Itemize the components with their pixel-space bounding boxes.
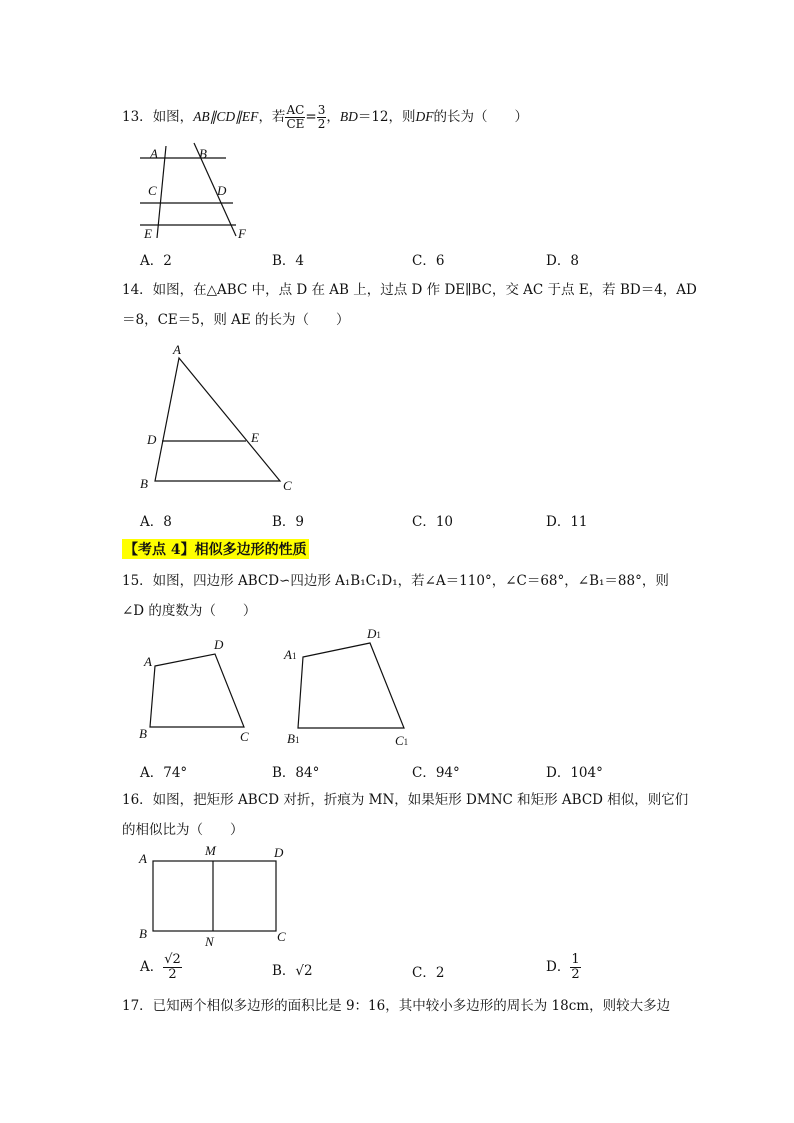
q16-label-m: M bbox=[205, 843, 216, 858]
q13-option-c: C．6 bbox=[412, 253, 445, 269]
q14-option-b: B．9 bbox=[272, 514, 305, 530]
q13-label-d: D bbox=[217, 183, 227, 198]
q15-stem-line1: 15．如图，四边形 ABCD∽四边形 A₁B₁C₁D₁，若∠A＝110°，∠C＝68°，∠B₁＝88°，则 bbox=[122, 573, 669, 589]
q14-option-d: D．11 bbox=[546, 514, 588, 530]
section-heading-4: 【考点 4】相似多边形的性质 bbox=[122, 539, 309, 559]
q16-stem-line2: 的相似比为（ ） bbox=[122, 822, 244, 838]
q16-label-b: B bbox=[139, 926, 147, 941]
q14-option-c: C．10 bbox=[412, 514, 454, 530]
q14-label-c: C bbox=[283, 478, 292, 493]
q13-label-a: A bbox=[150, 146, 158, 161]
q15-option-c: C．94° bbox=[412, 765, 460, 781]
q16-option-b: B．√2 bbox=[272, 963, 313, 979]
q16-option-c: C．2 bbox=[412, 965, 445, 981]
q16-label-a: A bbox=[139, 851, 147, 866]
q13-ratio-fraction: $\frac{AC}{CE}$ bbox=[286, 103, 305, 131]
q16-label-d: D bbox=[274, 845, 284, 860]
q16-label-c: C bbox=[277, 929, 286, 944]
q15-label-c1: C1 bbox=[395, 733, 409, 748]
q15-label-b: B bbox=[139, 726, 147, 741]
q13-option-d: D．8 bbox=[546, 253, 579, 269]
q13-option-b: B．4 bbox=[272, 253, 305, 269]
q16-option-a: A． $\frac{√2}{2}$ bbox=[140, 952, 181, 982]
q13-stem: 13．如图，AB∥CD∥EF，若 $\frac{AC}{CE}$ = $\frac{3}{2}$ ，BD＝12，则DF的长为（ ） bbox=[122, 103, 529, 131]
q13-option-a: A．2 bbox=[140, 253, 172, 269]
q15-label-b1: B1 bbox=[287, 731, 300, 746]
q13-value-fraction: $\frac{3}{2}$ bbox=[317, 103, 326, 131]
q15-label-d1: D1 bbox=[367, 626, 381, 641]
q15-option-d: D．104° bbox=[546, 765, 603, 781]
q14-option-a: A．8 bbox=[140, 514, 172, 530]
q16-option-d: D． $\frac{1}{2}$ bbox=[546, 952, 580, 982]
q16-stem-line1: 16．如图，把矩形 ABCD 对折，折痕为 MN，如果矩形 DMNC 和矩形 ABCD 相似，则它们 bbox=[122, 792, 689, 808]
q15-label-a: A bbox=[144, 654, 152, 669]
q14-label-e: E bbox=[251, 430, 259, 445]
q15-option-b: B．84° bbox=[272, 765, 320, 781]
q15-stem-line2: ∠D 的度数为（ ） bbox=[122, 603, 257, 619]
q13-label-e: E bbox=[144, 226, 152, 241]
q13-label-f: F bbox=[238, 226, 246, 241]
q15-option-a: A．74° bbox=[140, 765, 188, 781]
q15-label-d: D bbox=[214, 637, 224, 652]
q16-label-n: N bbox=[205, 934, 214, 949]
q13-label-c: C bbox=[148, 183, 157, 198]
q15-label-c: C bbox=[240, 729, 249, 744]
q15-label-a1: A1 bbox=[284, 647, 297, 662]
q14-label-b: B bbox=[140, 476, 148, 491]
q14-stem-line2: ＝8，CE＝5，则 AE 的长为（ ） bbox=[122, 312, 350, 328]
q13-label-b: B bbox=[199, 146, 207, 161]
q14-stem-line1: 14．如图，在△ABC 中，点 D 在 AB 上，过点 D 作 DE∥BC，交 AC 于点 E，若 BD＝4，AD bbox=[122, 282, 697, 298]
q17-stem-line1: 17．已知两个相似多边形的面积比是 9：16，其中较小多边形的周长为 18cm，则较大多边 bbox=[122, 998, 671, 1014]
q14-label-d: D bbox=[147, 432, 157, 447]
q14-label-a: A bbox=[173, 342, 181, 357]
